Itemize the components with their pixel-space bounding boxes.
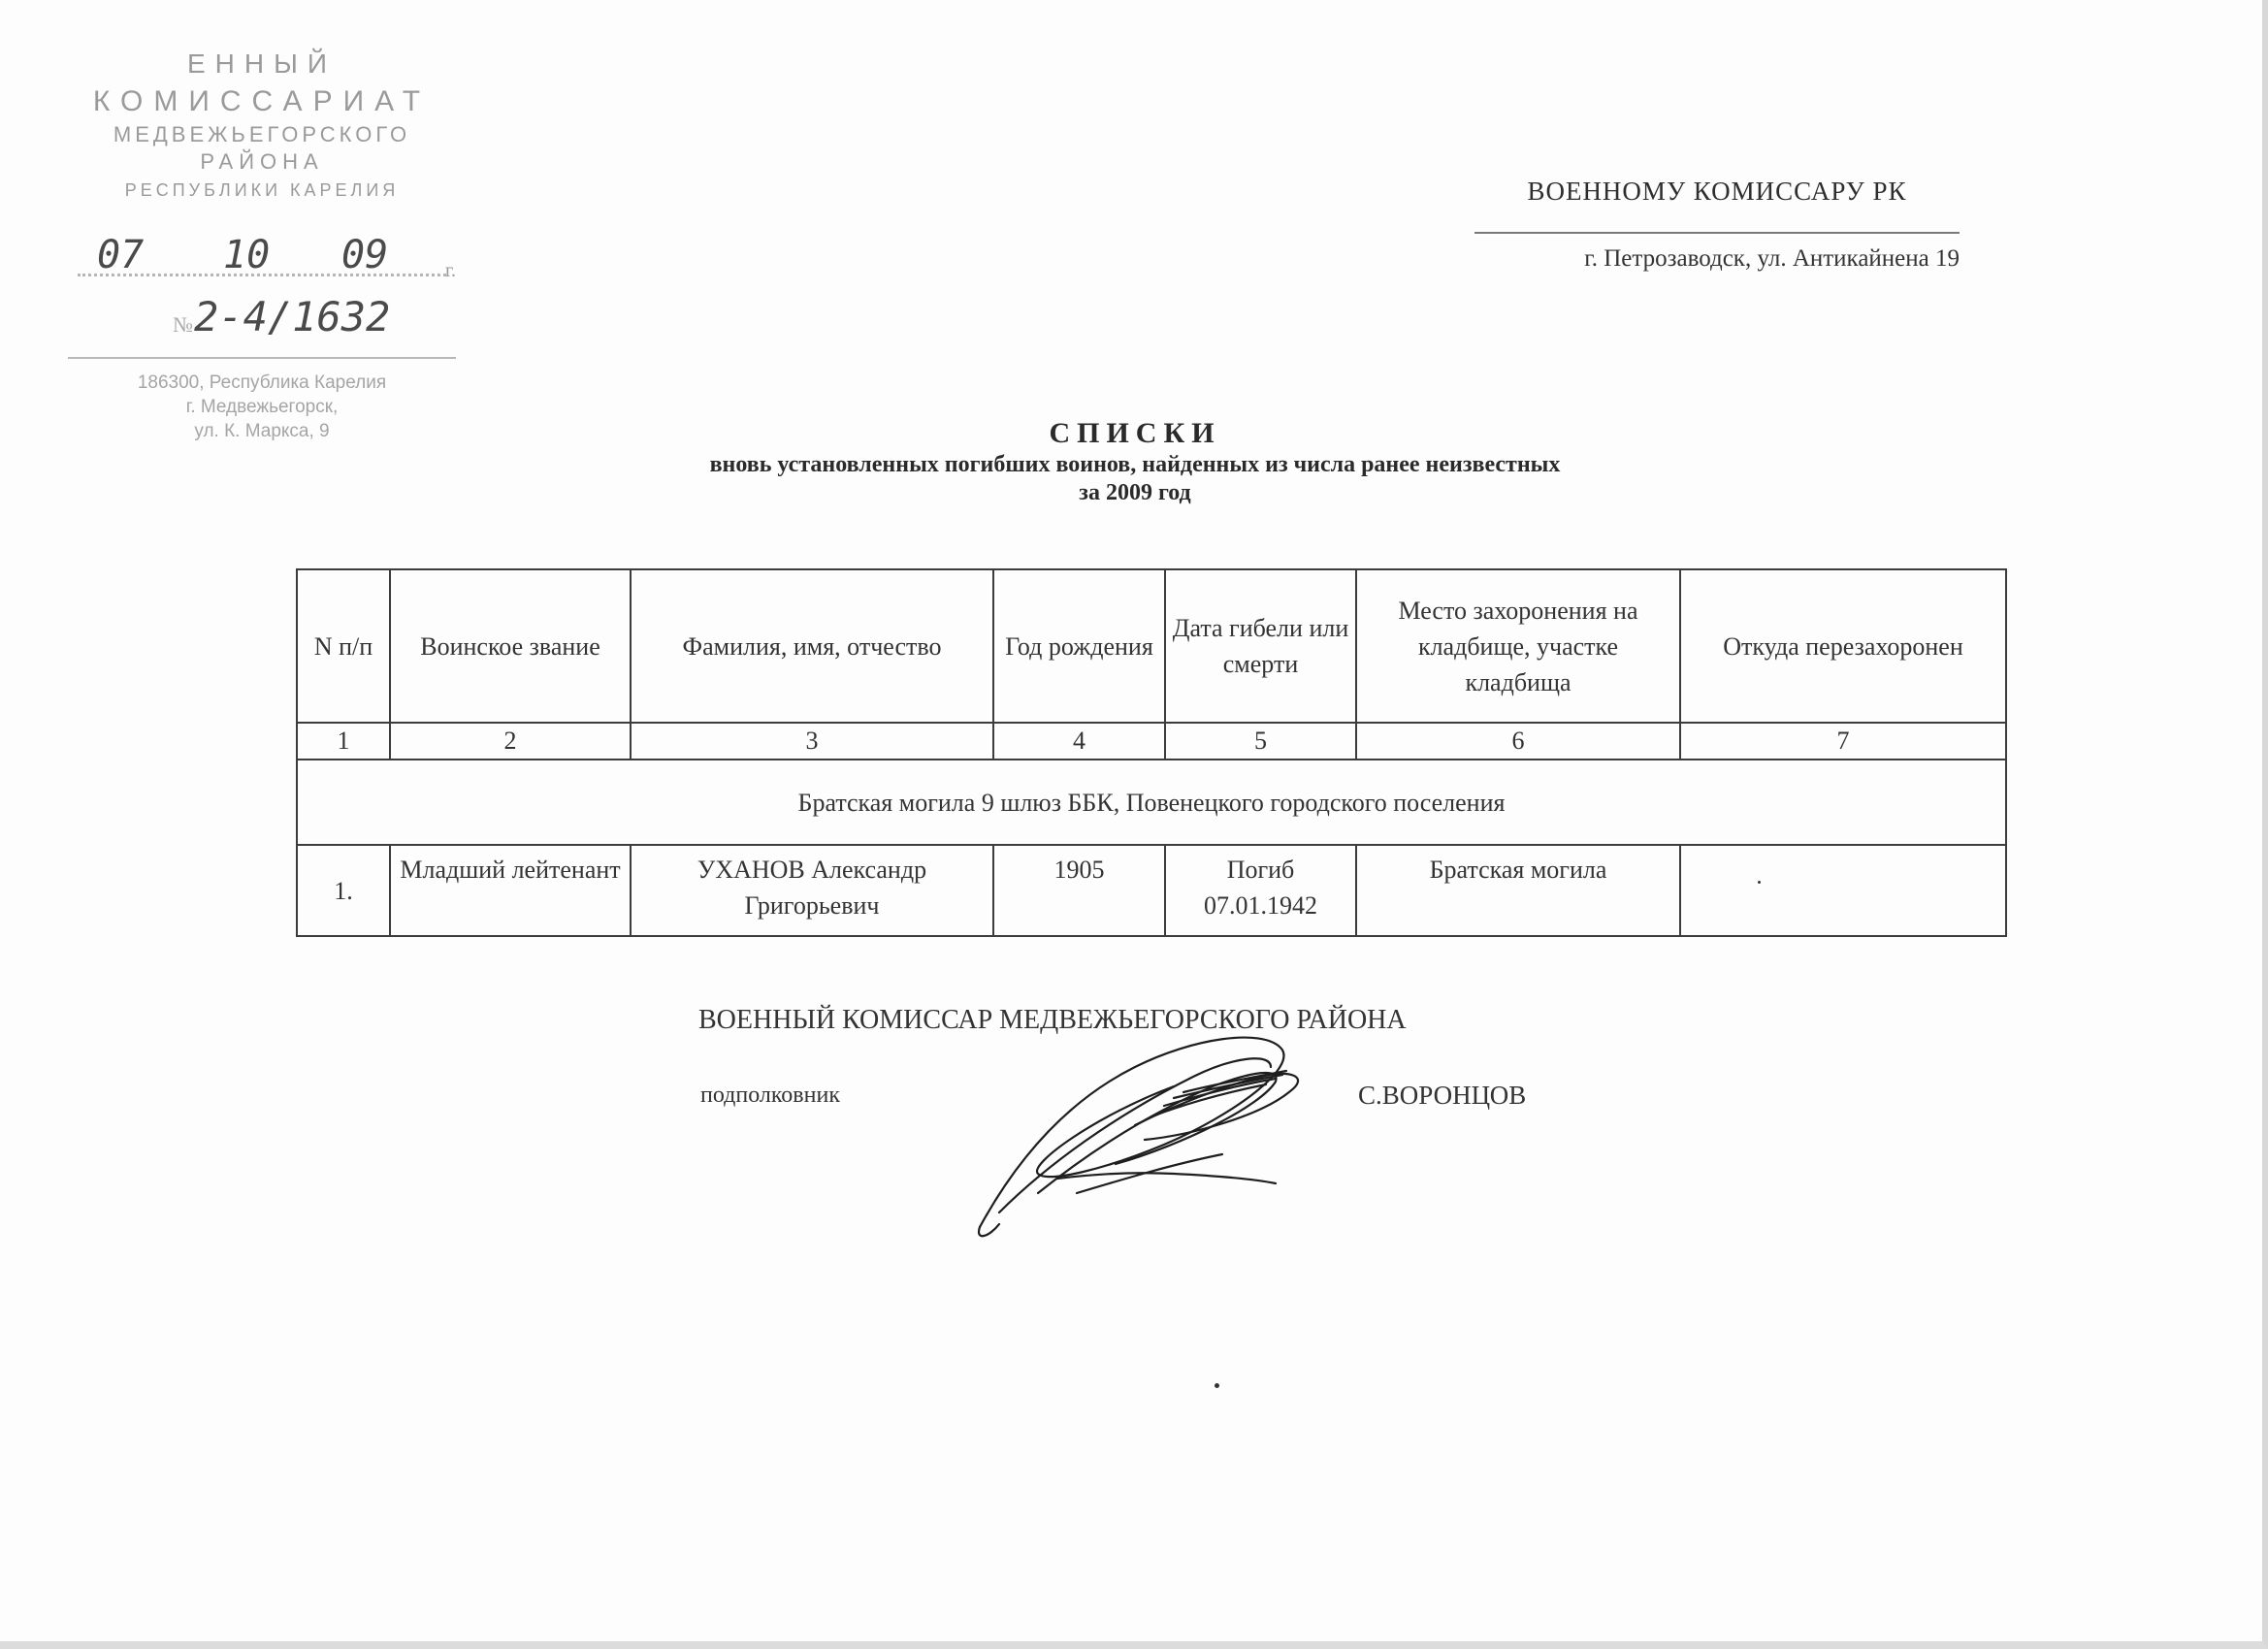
stamp-date-day: 07 bbox=[97, 233, 145, 277]
table-header-cell: Место захоронения на кладбище, участке кладбища bbox=[1356, 569, 1680, 723]
stamp-divider bbox=[68, 357, 456, 359]
document-subtitle: вновь установленных погибших воинов, найденных из числа ранее неизвестных bbox=[709, 452, 1561, 477]
row-burial-place-cell: Братская могила bbox=[1356, 845, 1680, 936]
stamp-line-4: РАЙОНА bbox=[200, 149, 324, 174]
scan-speck bbox=[1215, 1383, 1219, 1388]
column-number-cell: 3 bbox=[631, 723, 993, 760]
stamp-date-year: 09 bbox=[341, 233, 389, 277]
recipient-block bbox=[1474, 177, 1960, 273]
office-stamp bbox=[68, 48, 456, 441]
column-number-cell: 7 bbox=[1680, 723, 2006, 760]
recipient-title: ВОЕННОМУ КОМИССАРУ РК bbox=[1527, 177, 1907, 206]
table-header-cell: Фамилия, имя, отчество bbox=[631, 569, 993, 723]
table-row bbox=[297, 845, 2006, 936]
column-number-cell: 2 bbox=[390, 723, 631, 760]
stamp-line-3: МЕДВЕЖЬЕГОРСКОГО bbox=[113, 122, 411, 146]
row-number-cell: 1. bbox=[297, 845, 390, 936]
stamp-address-line: г. Медвежьегорск, bbox=[185, 397, 339, 417]
row-name-cell: УХАНОВ Александр Григорьевич bbox=[631, 845, 993, 936]
stamp-year-suffix: г. bbox=[445, 260, 456, 281]
column-number-cell: 4 bbox=[993, 723, 1165, 760]
stamp-date-dotline bbox=[78, 274, 446, 276]
row-rank-cell: Младший лейтенант bbox=[390, 845, 631, 936]
column-number-cell: 6 bbox=[1356, 723, 1680, 760]
table-header-cell: N п/п bbox=[297, 569, 390, 723]
signer-name: С.ВОРОНЦОВ bbox=[1358, 1081, 1527, 1110]
stamp-address bbox=[68, 371, 456, 443]
row-death-cell: Погиб 07.01.1942 bbox=[1165, 845, 1356, 936]
recipient-divider bbox=[1474, 232, 1960, 234]
stamp-number-label: № bbox=[173, 312, 193, 337]
document-heading bbox=[485, 417, 1785, 506]
table-header-cell: Год рождения bbox=[993, 569, 1165, 723]
signer-rank: подполковник bbox=[700, 1083, 840, 1108]
table-grave-row bbox=[297, 760, 2006, 845]
stamp-date-month: 10 bbox=[223, 233, 271, 277]
table-header-row bbox=[297, 569, 2006, 723]
stamp-line-1: ЕННЫЙ bbox=[186, 48, 338, 79]
casualty-table bbox=[296, 568, 2007, 937]
row-reburied-from-cell bbox=[1680, 845, 2006, 936]
table-header-cell: Дата гибели или смерти bbox=[1165, 569, 1356, 723]
column-number-cell: 1 bbox=[297, 723, 390, 760]
document-title: СПИСКИ bbox=[1049, 417, 1221, 449]
table-header-cell: Откуда перезахоронен bbox=[1680, 569, 2006, 723]
table-header-cell: Воинское звание bbox=[390, 569, 631, 723]
handwritten-signature bbox=[941, 1009, 1348, 1251]
scan-speck bbox=[1758, 881, 1761, 884]
column-number-cell: 5 bbox=[1165, 723, 1356, 760]
table-column-numbers-row bbox=[297, 723, 2006, 760]
grave-title-cell: Братская могила 9 шлюз ББК, Повенецкого городского поселения bbox=[297, 760, 2006, 845]
recipient-address: г. Петрозаводск, ул. Антикайнена 19 bbox=[1584, 245, 1960, 272]
stamp-address-line: ул. К. Маркса, 9 bbox=[194, 421, 330, 441]
stamp-handwritten-number: 2-4/1632 bbox=[194, 293, 391, 340]
stamp-address-line: 186300, Республика Карелия bbox=[137, 372, 387, 393]
stamp-line-5: РЕСПУБЛИКИ КАРЕЛИЯ bbox=[124, 180, 400, 200]
commissar-title: ВОЕННЫЙ КОМИССАР МЕДВЕЖЬЕГОРСКОГО РАЙОНА bbox=[698, 1005, 1407, 1035]
row-birth-year-cell: 1905 bbox=[993, 845, 1165, 936]
stamp-line-2: КОМИССАРИАТ bbox=[92, 85, 432, 117]
document-period: за 2009 год bbox=[1079, 480, 1191, 505]
